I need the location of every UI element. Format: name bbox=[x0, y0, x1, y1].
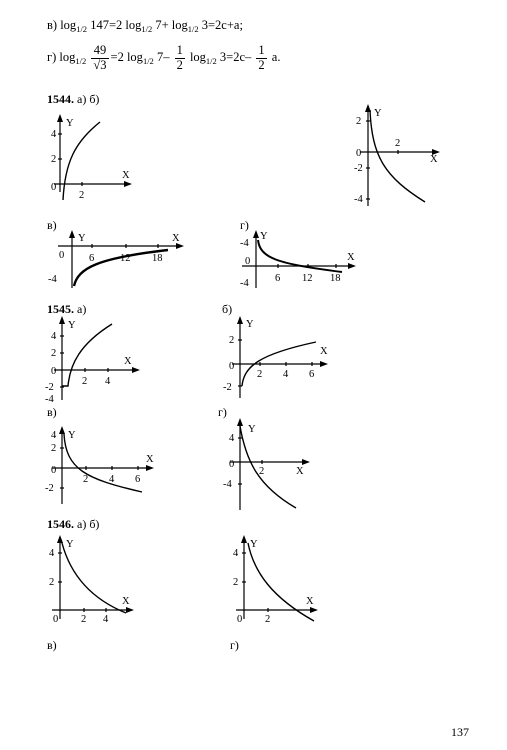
y-tick-label: -4 bbox=[48, 274, 57, 285]
x-arrow bbox=[124, 181, 132, 187]
x-axis-label: X bbox=[146, 454, 154, 465]
graph-1544-b bbox=[340, 102, 450, 212]
x-tick-label: 2 bbox=[81, 614, 87, 625]
y-tick-label: 0 bbox=[51, 465, 57, 476]
graph-1544-g bbox=[232, 228, 362, 290]
y-arrow bbox=[57, 535, 63, 543]
y-axis-label: Y bbox=[68, 430, 76, 441]
y-axis-label: Y bbox=[248, 424, 256, 435]
x-axis-label: X bbox=[172, 233, 180, 244]
x-arrow bbox=[126, 607, 134, 613]
y-tick-label: 0 bbox=[356, 148, 362, 159]
x-tick-label: 6 bbox=[309, 369, 315, 380]
y-axis-label: Y bbox=[78, 233, 86, 244]
y-tick-label: 0 bbox=[51, 182, 57, 193]
x-axis-label: X bbox=[124, 356, 132, 367]
graph-1544-v bbox=[38, 228, 188, 290]
y-axis-label: Y bbox=[246, 319, 254, 330]
formula-g-label: г) bbox=[47, 50, 57, 65]
x-tick-label: 4 bbox=[103, 614, 109, 625]
x-tick-label: 2 bbox=[259, 466, 265, 477]
y-tick-label: 0 bbox=[237, 614, 243, 625]
x-axis-label: X bbox=[122, 170, 130, 181]
y-axis-label: Y bbox=[68, 320, 76, 331]
x-arrow bbox=[302, 459, 310, 465]
x-tick-label: 18 bbox=[152, 253, 163, 264]
log-curve bbox=[258, 240, 342, 272]
x-tick-label: 12 bbox=[120, 253, 131, 264]
y-arrow bbox=[241, 535, 247, 543]
y-tick-label: 4 bbox=[51, 129, 57, 140]
graph-1544-a bbox=[40, 112, 150, 207]
x-tick-label: 2 bbox=[395, 138, 401, 149]
y-tick-label: 4 bbox=[229, 433, 235, 444]
graph-1546-b bbox=[228, 533, 328, 625]
x-axis-label: X bbox=[306, 596, 314, 607]
x-tick-label: 6 bbox=[275, 273, 281, 284]
log-curve bbox=[370, 110, 425, 202]
y-tick-label: 0 bbox=[53, 614, 59, 625]
graph-1545-g bbox=[218, 416, 318, 512]
y-tick-label: -2 bbox=[45, 382, 54, 393]
problem-number: 1546. bbox=[47, 517, 74, 531]
x-tick-label: 18 bbox=[330, 273, 341, 284]
y-tick-label: 2 bbox=[51, 443, 57, 454]
y-arrow bbox=[69, 230, 75, 238]
y-tick-label: -2 bbox=[223, 382, 232, 393]
log-curve bbox=[64, 434, 142, 492]
y-tick-label: 2 bbox=[229, 335, 235, 346]
x-arrow bbox=[132, 367, 140, 373]
y-axis-label: Y bbox=[250, 539, 258, 550]
y-tick-label: 0 bbox=[51, 366, 57, 377]
y-arrow bbox=[253, 230, 259, 238]
problem-1544-part-v: в) bbox=[47, 218, 57, 232]
x-axis-label: X bbox=[430, 154, 438, 165]
y-tick-label: -4 bbox=[240, 278, 249, 289]
log-curve bbox=[240, 426, 296, 508]
y-tick-label: 0 bbox=[59, 250, 65, 261]
y-tick-label: 2 bbox=[51, 348, 57, 359]
formula-g: г) $\log_{1/2}$ $\frac{49}{√3}$ =2 $\log_{1/2} 7-$ $\frac{1}{2}$ $\log_{1/2} 3=2c-$ $\frac{1}{2}$ a. bbox=[47, 43, 281, 72]
y-arrow bbox=[237, 316, 243, 324]
x-axis-label: X bbox=[320, 346, 328, 357]
fraction-half: $\frac{1}{2}$ bbox=[176, 43, 183, 72]
log-curve bbox=[248, 543, 314, 621]
y-arrow bbox=[237, 418, 243, 426]
y-arrow bbox=[57, 114, 63, 122]
formula-v: в) $\log_{1/2} 147=2$ $\log_{1/2} 7+ \log_{1/2} 3=2c+a$; bbox=[47, 18, 243, 34]
y-tick-label: -4 bbox=[354, 194, 363, 205]
x-tick-label: 2 bbox=[82, 376, 88, 387]
y-tick-label: 4 bbox=[233, 548, 239, 559]
y-axis-label: Y bbox=[260, 231, 268, 242]
y-tick-label: -2 bbox=[354, 163, 363, 174]
x-arrow bbox=[310, 607, 318, 613]
y-tick-label: -4 bbox=[240, 238, 249, 249]
x-tick-label: 4 bbox=[283, 369, 289, 380]
y-axis-label: Y bbox=[374, 108, 382, 119]
problem-number: 1545. bbox=[47, 302, 74, 316]
x-tick-label: 2 bbox=[79, 190, 85, 201]
y-tick-label: 2 bbox=[51, 154, 57, 165]
fraction-49-sqrt3: $\frac{49}{√3}$ bbox=[93, 43, 107, 72]
y-tick-label: 4 bbox=[51, 331, 57, 342]
problem-1545-heading: 1545. а) bbox=[47, 302, 87, 316]
x-axis-label: X bbox=[347, 252, 355, 263]
graph-1545-a bbox=[40, 314, 150, 404]
y-tick-label: 0 bbox=[245, 256, 251, 267]
x-arrow bbox=[146, 465, 154, 471]
y-tick-label: 4 bbox=[51, 430, 57, 441]
problem-1546-part-g: г) bbox=[230, 638, 239, 652]
graph-1546-a bbox=[44, 533, 144, 625]
formula-v-label: в) bbox=[47, 18, 58, 32]
log-curve bbox=[63, 122, 100, 200]
y-axis-label: Y bbox=[66, 539, 74, 550]
x-arrow bbox=[348, 263, 356, 269]
x-tick-label: 2 bbox=[265, 614, 271, 625]
problem-1546-part-v: в) bbox=[47, 638, 57, 652]
x-tick-label: 12 bbox=[302, 273, 313, 284]
y-tick-label: -4 bbox=[223, 479, 232, 490]
x-arrow bbox=[320, 361, 328, 367]
y-tick-label: 2 bbox=[356, 116, 362, 127]
x-axis-label: X bbox=[296, 466, 304, 477]
problem-1544-heading: 1544. а) б) bbox=[47, 92, 100, 106]
fraction-half-2: $\frac{1}{2}$ bbox=[258, 43, 265, 72]
y-tick-label: 0 bbox=[229, 361, 235, 372]
x-tick-label: 4 bbox=[105, 376, 111, 387]
y-tick-label: 4 bbox=[49, 548, 55, 559]
y-tick-label: -2 bbox=[45, 483, 54, 494]
graph-1545-b bbox=[220, 314, 340, 400]
x-axis-label: X bbox=[122, 596, 130, 607]
y-tick-label: 2 bbox=[49, 577, 55, 588]
graph-1545-v bbox=[40, 424, 160, 510]
problem-1545-part-b: б) bbox=[222, 302, 233, 316]
problem-number: 1544. bbox=[47, 92, 74, 106]
problem-1546-heading: 1546. а) б) bbox=[47, 517, 100, 531]
problem-1545-part-v: в) bbox=[47, 405, 57, 419]
y-axis-label: Y bbox=[66, 118, 74, 129]
y-tick-label: 2 bbox=[233, 577, 239, 588]
log-curve bbox=[62, 543, 126, 613]
x-tick-label: 4 bbox=[109, 474, 115, 485]
page-number: 137 bbox=[451, 725, 469, 739]
x-tick-label: 6 bbox=[135, 474, 141, 485]
x-tick-label: 2 bbox=[83, 474, 89, 485]
y-tick-label: 0 bbox=[229, 459, 235, 470]
x-tick-label: 2 bbox=[257, 369, 263, 380]
x-tick-label: 6 bbox=[89, 253, 95, 264]
y-arrow bbox=[59, 316, 65, 324]
y-arrow bbox=[59, 426, 65, 434]
problem-1544-part-g: г) bbox=[240, 218, 249, 232]
y-tick-label: -4 bbox=[45, 394, 54, 405]
problem-1545-part-g: г) bbox=[218, 405, 227, 419]
